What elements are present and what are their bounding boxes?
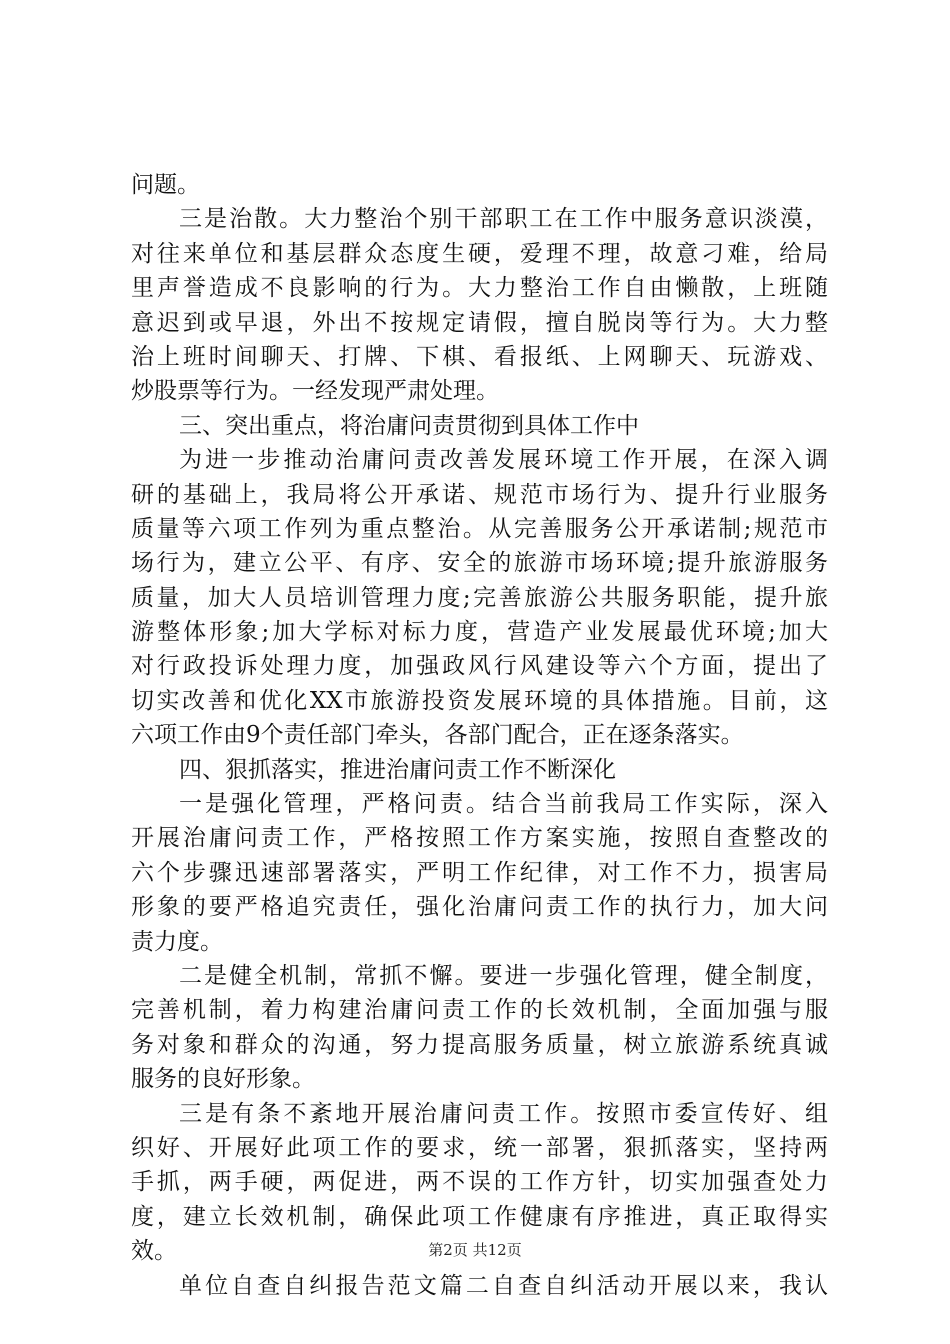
text-line: 形象的要严格追究责任，强化治庸问责工作的执行力，加大问 (131, 894, 828, 921)
text-line: 六个步骤迅速部署落实，严明工作纪律，对工作不力，损害局 (131, 859, 828, 886)
text-line: 开展治庸问责工作，严格按照工作方案实施，按照自查整改的 (131, 825, 828, 852)
text-line: 四、狠抓落实，推进治庸问责工作不断深化 (179, 756, 616, 783)
text-line: 质量等六项工作列为重点整治。从完善服务公开承诺制;规范市 (131, 515, 828, 542)
text-line: 为进一步推动治庸问责改善发展环境工作开展，在深入调 (179, 447, 828, 474)
text-line: 服务的良好形象。 (131, 1066, 315, 1093)
text-line: 三、突出重点，将治庸问责贯彻到具体工作中 (179, 412, 639, 439)
text-line: 完善机制，着力构建治庸问责工作的长效机制，全面加强与服 (131, 997, 828, 1024)
text-line: 问题。 (131, 172, 200, 198)
text-line: 里声誉造成不良影响的行为。大力整治工作自由懒散，上班随 (131, 275, 828, 302)
text-line: 治上班时间聊天、打牌、下棋、看报纸、上网聊天、玩游戏、 (131, 343, 828, 370)
text-line: 对行政投诉处理力度，加强政风行风建设等六个方面，提出了 (131, 653, 828, 680)
text-line: 炒股票等行为。一经发现严肃处理。 (131, 378, 499, 405)
text-line: 质量，加大人员培训管理力度;完善旅游公共服务职能，提升旅 (131, 584, 828, 611)
text-line: 切实改善和优化XX市旅游投资发展环境的具体措施。目前，这 (131, 687, 828, 714)
text-line: 三是治散。大力整治个别干部职工在工作中服务意识淡漠， (179, 206, 828, 233)
text-line: 游整体形象;加大学标对标力度，营造产业发展最优环境;加大 (131, 619, 828, 646)
text-line: 织好、开展好此项工作的要求，统一部署，狠抓落实，坚持两 (131, 1134, 828, 1161)
text-line: 三是有条不紊地开展治庸问责工作。按照市委宣传好、组 (179, 1100, 828, 1127)
text-line: 研的基础上，我局将公开承诺、规范市场行为、提升行业服务 (131, 481, 828, 508)
text-line: 单位自查自纠报告范文篇二自查自纠活动开展以来，我认 (179, 1272, 828, 1299)
document-body (131, 168, 828, 1303)
text-line: 务对象和群众的沟通，努力提高服务质量，树立旅游系统真诚 (131, 1031, 828, 1058)
text-line: 对往来单位和基层群众态度生硬，爱理不理，故意刁难，给局 (131, 240, 828, 267)
text-line: 一是强化管理，严格问责。结合当前我局工作实际，深入 (179, 791, 828, 818)
text-line: 责力度。 (131, 928, 223, 955)
text-line: 六项工作由9个责任部门牵头，各部门配合，正在逐条落实。 (131, 722, 744, 749)
text-line: 度，建立长效机制，确保此项工作健康有序推进，真正取得实 (131, 1203, 828, 1230)
text-line: 场行为，建立公平、有序、安全的旅游市场环境;提升旅游服务 (131, 550, 828, 577)
text-line: 手抓，两手硬，两促进，两不误的工作方针，切实加强查处力 (131, 1169, 828, 1196)
text-line: 意迟到或早退，外出不按规定请假，擅自脱岗等行为。大力整 (131, 309, 828, 336)
text-line: 效。 (131, 1238, 177, 1265)
text-line: 二是健全机制，常抓不懈。要进一步强化管理，健全制度， (179, 962, 828, 989)
page-footer: 第2页 共12页 (428, 1241, 522, 1259)
